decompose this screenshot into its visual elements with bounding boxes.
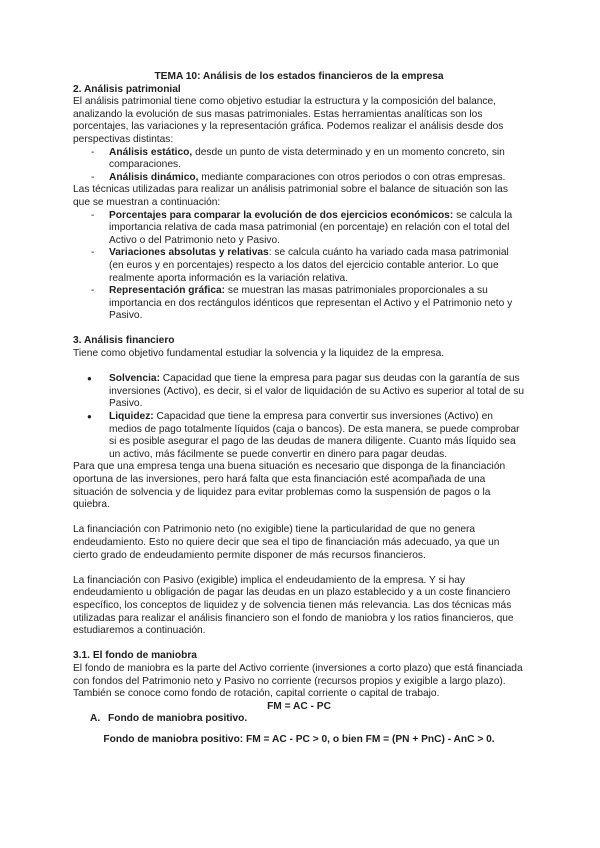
- list-item: [73, 373, 525, 411]
- formula-positive: Fondo de maniobra positivo: FM = AC - PC > 0, o bien FM = (PN + PnC) - AnC > 0.: [103, 733, 495, 745]
- subsection-a: [73, 713, 525, 726]
- section-2-heading: 2. Análisis patrimonial: [73, 83, 181, 95]
- section-2-intro: El análisis patrimonial tiene como objetivo estudiar la estructura y la composición del balance, analizando la evolución de sus masas patrimoniales. Estas herramientas analíticas son los porcentajes, las variaciones y la representación gráfica. Podemos realizar el análisis desde dos perspectivas distintas:: [73, 96, 504, 145]
- list-item-term: Solvencia:: [109, 373, 160, 385]
- subsection-a-label: Fondo de maniobra positivo.: [108, 713, 248, 725]
- list-item-text: Capacidad que tiene la empresa para pagar sus deudas con la garantía de sus inversiones (Activo), es decir, si el valor de liquidación de su Activo es superior al total de su Pasivo.: [109, 373, 525, 410]
- list-item-term: Porcentajes para comparar la evolución de dos ejercicios económicos:: [109, 209, 454, 221]
- section-3-heading: 3. Análisis financiero: [73, 335, 175, 347]
- list-item-term: Representación gráfica:: [109, 285, 226, 297]
- section-3-1-intro: El fondo de maniobra es la parte del Activo corriente (inversiones a corto plazo) que está financiada con fondos del Patrimonio neto y Pasivo no corriente (recursos propios y exigible a largo plazo). También se conoce como fondo de rotación, capital corriente o capital de trabajo.: [73, 662, 523, 700]
- list-item-term: Liquidez:: [109, 411, 154, 423]
- list-item-term: Análisis dinámico,: [109, 171, 199, 183]
- list-item-term: Análisis estático,: [109, 146, 193, 158]
- list-item-text: se calcula la importancia relativa de cada masa patrimonial (en porcentaje) en relación con el total del Activo o del Patrimonio neto y Pasivo.: [109, 209, 513, 246]
- formula-fm: FM = AC - PC: [267, 700, 331, 712]
- list-item: [73, 172, 525, 185]
- list-item-text: desde un punto de vista determinado y en un momento concreto, sin comparaciones.: [109, 146, 505, 171]
- list-item: [73, 247, 525, 285]
- list-item: [73, 411, 525, 461]
- list-item-text: Capacidad que tiene la empresa para convertir sus inversiones (Activo) en medios de pago totalmente líquidos (caja o bancos). De esta manera, se puede comprobar si es posible asegurar el pago de las deudas de manera diligente. Cuanto más líquido sea un activo, más fácilmente se puede convertir en dinero para pagar deudas.: [109, 411, 520, 460]
- paragraph: La financiación con Pasivo (exigible) implica el endeudamiento de la empresa. Y si hay endeudamiento u obligación de pagar las deudas en un plazo establecido y a un coste financiero específico, los conceptos de liquidez y de solvencia tienen más relevancia. Las dos técnicas más utilizadas para realizar el análisis financiero son el fondo de maniobra y los ratios financieros, que estudiaremos a continuación.: [73, 574, 514, 637]
- document-page: [73, 71, 525, 746]
- list-item-text: : se calcula cuánto ha variado cada masa patrimonial (en euros y en porcentajes) respecto a los datos del ejercicio contable anterior. Lo que realmente aporta información es la variación relativa.: [109, 247, 509, 284]
- list-item: [73, 147, 525, 172]
- concepts-list: [73, 373, 525, 461]
- document-title: TEMA 10: Análisis de los estados financieros de la empresa: [154, 71, 444, 82]
- techniques-intro: Las técnicas utilizadas para realizar un análisis patrimonial sobre el balance de situación son las que se muestran a continuación:: [73, 184, 508, 208]
- perspectives-list: [73, 147, 525, 185]
- section-3-1-heading: 3.1. El fondo de maniobra: [73, 650, 197, 662]
- list-item-term: Variaciones absolutas y relativas: [109, 247, 269, 259]
- list-item-text: se muestran las masas patrimoniales proporcionales a su importancia en dos rectángulos idénticos que representan el Activo y el Patrimonio neto y Pasivo.: [109, 285, 513, 322]
- list-item-text: mediante comparaciones con otros periodos o con otras empresas.: [198, 171, 506, 183]
- list-item: [73, 285, 525, 323]
- techniques-list: [73, 210, 525, 323]
- list-item: [73, 210, 525, 248]
- subsection-a-marker: A.: [90, 713, 101, 725]
- section-3-intro: Tiene como objetivo fundamental estudiar la solvencia y la liquidez de la empresa.: [73, 348, 445, 360]
- paragraph: La financiación con Patrimonio neto (no exigible) tiene la particularidad de que no genera endeudamiento. Esto no quiere decir que sea el tipo de financiación más adecuado, ya que un cierto grado de endeudamiento permite disponer de más recursos financieros.: [73, 524, 500, 561]
- paragraph: Para que una empresa tenga una buena situación es necesario que disponga de la financiación oportuna de las inversiones, pero hará falta que esta financiación esté acompañada de una situación de solvencia y de liquidez para evitar problemas como la suspensión de pagos o la quiebra.: [73, 461, 506, 511]
